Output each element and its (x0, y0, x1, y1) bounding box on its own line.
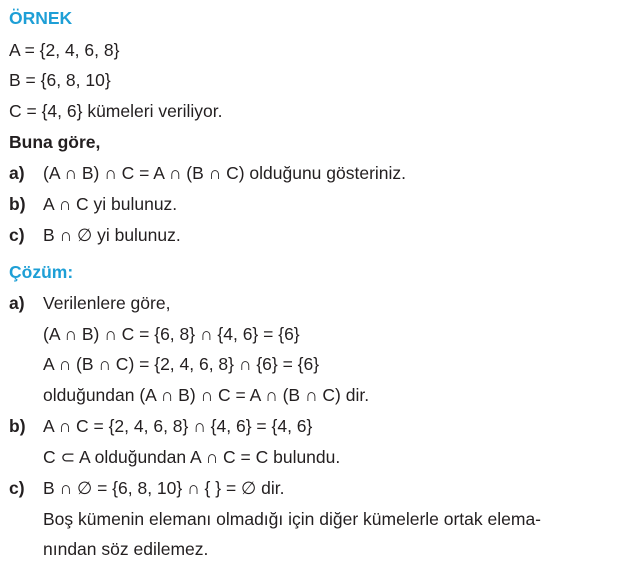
solution-b-line: A ∩ C = {2, 4, 6, 8} ∩ {4, 6} = {4, 6} (43, 416, 313, 436)
question-c-text: B ∩ ∅ yi bulunuz. (43, 225, 181, 245)
question-a-text: (A ∩ B) ∩ C = A ∩ (B ∩ C) olduğunu gösteriniz. (43, 163, 407, 183)
solution-a-line: Verilenlere göre, (43, 293, 171, 313)
set-b-definition: B = {6, 8, 10} (9, 70, 111, 90)
solution-b-label: b) (9, 416, 26, 436)
question-a-label: a) (9, 163, 25, 183)
question-b-text: A ∩ C yi bulunuz. (43, 194, 178, 214)
set-c-definition: C = {4, 6} kümeleri veriliyor. (9, 101, 223, 121)
question-b-label: b) (9, 194, 26, 214)
solution-b-line: C ⊂ A olduğundan A ∩ C = C bulundu. (43, 447, 341, 467)
solution-a-label: a) (9, 293, 25, 313)
solution-c-line: B ∩ ∅ = {6, 8, 10} ∩ { } = ∅ dir. (43, 478, 285, 498)
question-c-label: c) (9, 225, 25, 245)
solution-a-line: olduğundan (A ∩ B) ∩ C = A ∩ (B ∩ C) dir. (43, 385, 370, 405)
solution-a-line: A ∩ (B ∩ C) = {2, 4, 6, 8} ∩ {6} = {6} (43, 354, 320, 374)
solution-c-line: nından söz edilemez. (43, 539, 209, 559)
solution-c-label: c) (9, 478, 25, 498)
solution-heading: Çözüm: (9, 262, 74, 282)
example-heading: ÖRNEK (9, 8, 73, 28)
solution-c-line: Boş kümenin elemanı olmadığı için diğer kümelerle ortak elema- (43, 509, 542, 529)
question-prompt: Buna göre, (9, 132, 101, 152)
set-a-definition: A = {2, 4, 6, 8} (9, 40, 120, 60)
solution-a-line: (A ∩ B) ∩ C = {6, 8} ∩ {4, 6} = {6} (43, 324, 300, 344)
